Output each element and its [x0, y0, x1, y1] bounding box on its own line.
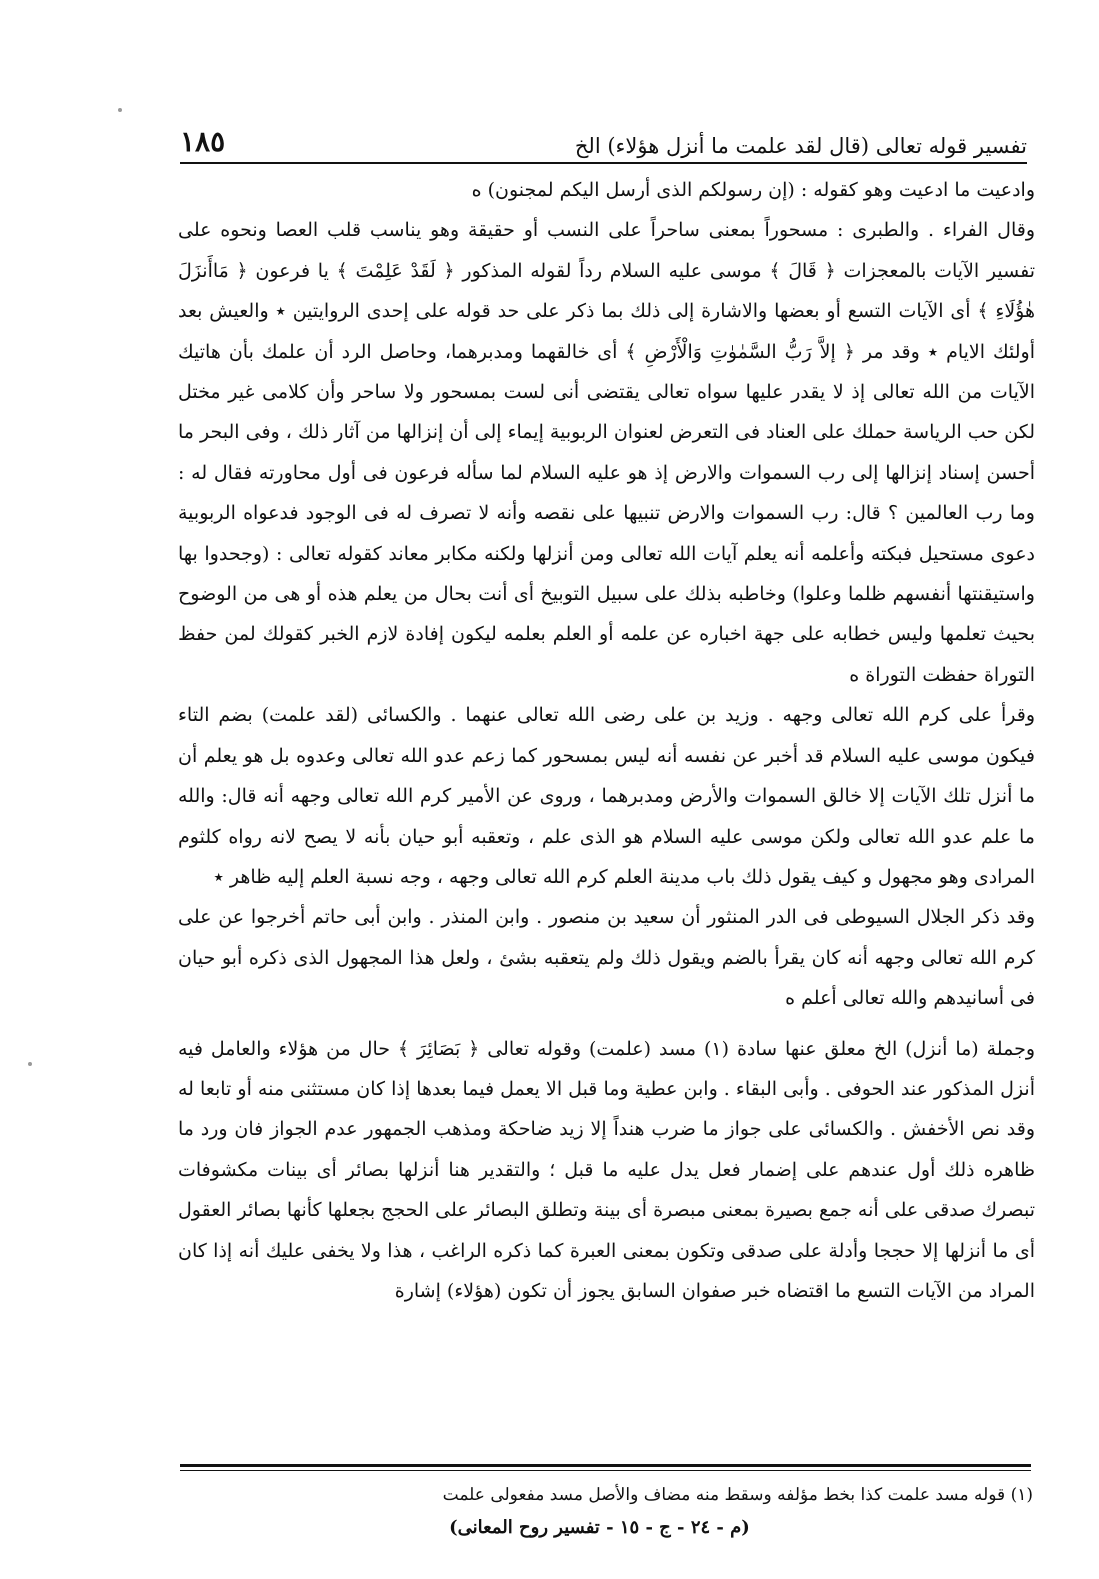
main-text	[178, 170, 1035, 1311]
page-header	[180, 112, 1027, 158]
header-rule	[180, 162, 1027, 164]
paragraph: وجملة (ما أنزل) الخ معلق عنها سادة (١) مسد (علمت) وقوله تعالى ﴿ بَصَائِرَ ﴾ حال من هؤلاء والعامل فيه أنزل المذكور عند الحوفى . وأبى البقاء . وابن عطية وما قبل الا يعمل فيما بعدها إذا كان مستثنى منه أو تابعا له وقد نص الأخفش . والكسائى على جواز ما ضرب هنداً إلا زيد ضاحكة ومذهب الجمهور عدم الجواز فان ورد ما ظاهره ذلك أول عندهم على إضمار فعل يدل عليه ما قبل ؛ والتقدير هنا أنزلها بصائر أى بينات مكشوفات تبصرك صدقى على أنه جمع بصيرة بمعنى مبصرة أى بينة وتطلق البصائر على الحجج بجعلها كأنها بصائر العقول أى ما أنزلها إلا حججا وأدلة على صدقى وتكون بمعنى العبرة كما ذكره الراغب ، هذا ولا يخفى عليك أنه إذا كان المراد من الآيات التسع ما اقتضاه خبر صفوان السابق يجوز أن تكون (هؤلاء) إشارة	[178, 1037, 1035, 1302]
margin-dot	[28, 1062, 32, 1066]
printer-signature: (م - ٢٤ - ج - ١٥ - تفسير روح المعانى)	[449, 1517, 750, 1538]
paragraph: وقرأ على كرم الله تعالى وجهه . وزيد بن على رضى الله تعالى عنهما . والكسائى (لقد علمت) بضم التاء فيكون موسى عليه السلام قد أخبر عن نفسه أنه ليس بمسحور كما زعم عدو الله تعالى وعدوه بل هو يعلم أن ما أنزل تلك الآيات إلا خالق السموات والأرض ومدبرهما ، وروى عن الأمير كرم الله تعالى وجهه أنه قال: والله ما علم عدو الله تعالى ولكن موسى عليه السلام هو الذى علم ، وتعقبه أبو حيان بأنه لا يصح لانه رواه كلثوم المرادى وهو مجهول و كيف يقول ذلك باب مدينة العلم كرم الله تعالى وجهه ، وجه نسبة العلم إليه ظاهر ٭	[178, 704, 1035, 888]
margin-dot	[118, 108, 122, 112]
paragraph: وقد ذكر الجلال السيوطى فى الدر المنثور أن سعيد بن منصور . وابن المنذر . وابن أبى حاتم أخرجوا عن على كرم الله تعالى وجهه أنه كان يقرأ بالضم ويقول ذلك ولم يتعقبه بشئ ، ولعل هذا المجهول الذى ذكره أبو حيان فى أسانيدهم والله تعالى أعلم ه	[178, 906, 1035, 1010]
page-number: ١٨٥	[180, 125, 226, 158]
running-title: تفسير قوله تعالى (قال لقد علمت ما أنزل هؤلاء) الخ	[574, 134, 1027, 158]
footnote-divider	[180, 1464, 1031, 1467]
paragraph: وقال الفراء . والطبرى : مسحوراً بمعنى ساحراً على النسب أو حقيقة وهو يناسب قلب العصا ونحوه على تفسير الآيات بالمعجزات ﴿ قَالَ ﴾ موسى عليه السلام رداً لقوله المذكور ﴿ لَقَدْ عَلِمْتَ ﴾ يا فرعون ﴿ مَاأَنزَلَ هٰؤُلَاءِ ﴾ أى الآيات التسع أو بعضها والاشارة إلى ذلك بما ذكر على حد قوله على إحدى الروايتين ٭ والعيش بعد أولئك الايام ٭ وقد مر ﴿ إلاَّ رَبُّ السَّمٰوٰتِ وَالْأَرْضِ ﴾ أى خالقهما ومدبرهما، وحاصل الرد أن علمك بأن هاتيك الآيات من الله تعالى إذ لا يقدر عليها سواه تعالى يقتضى أنى لست بمسحور ولا ساحر وأن كلامى غير مختل لكن حب الرياسة حملك على العناد فى التعرض لعنوان الربوبية إيماء إلى أن إنزالها من آثار ذلك ، وفى البحر ما أحسن إسناد إنزالها إلى رب السموات والارض إذ هو عليه السلام لما سأله فرعون فى أول محاورته فقال له : وما رب العالمين ؟ قال: رب السموات والارض تنبيها على نقصه وأنه لا تصرف له فى الوجود فدعواه الربوبية دعوى مستحيل فبكته وأعلمه أنه يعلم آيات الله تعالى ومن أنزلها ولكنه مكابر معاند كقوله تعالى : (وجحدوا بها واستيقنتها أنفسهم ظلما وعلوا) وخاطبه بذلك على سبيل التوبيخ أى أنت بحال من يعلم هذه أو هى من الوضوح بحيث تعلمها وليس خطابه على جهة اخباره عن علمه أو العلم بعلمه ليكون إفادة لازم الخبر كقولك لمن حفظ التوراة حفظت التوراة ه	[178, 219, 1035, 686]
footnote: (١) قوله مسد علمت كذا بخط مؤلفه وسقط منه مضاف والأصل مسد مفعولى علمت	[442, 1485, 1033, 1505]
paragraph: وادعيت ما ادعيت وهو كقوله : (إن رسولكم الذى أرسل اليكم لمجنون) ه	[471, 179, 1035, 201]
footnote-divider-thin	[180, 1470, 1031, 1471]
